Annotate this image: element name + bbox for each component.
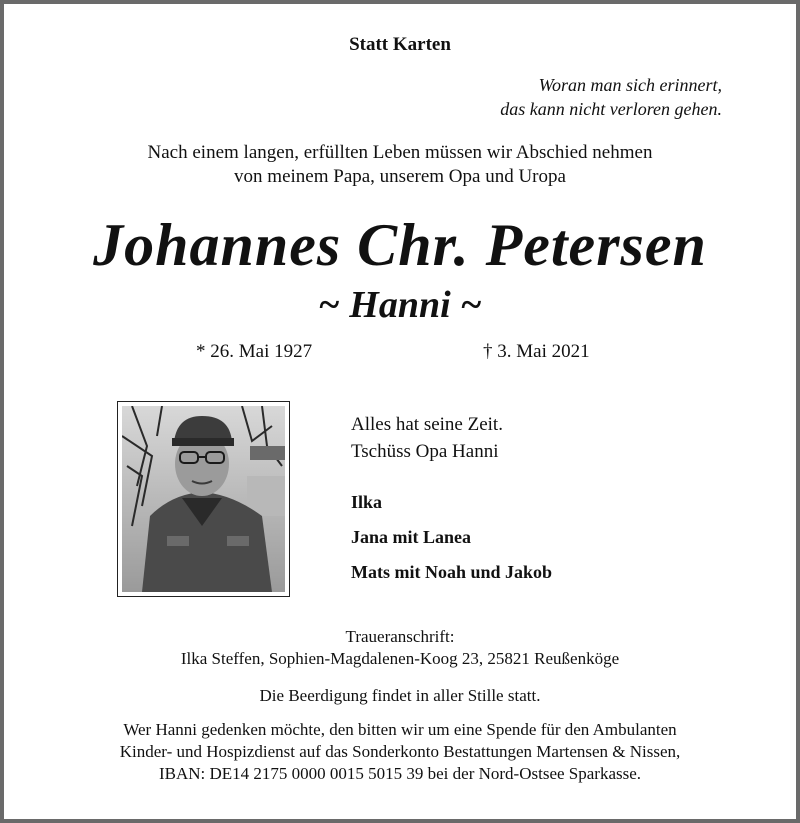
intro-text — [0, 141, 800, 189]
intro-line-1: Nach einem langen, erfüllten Leben müssen wir Abschied nehmen — [147, 142, 653, 163]
family-member: Mats mit Noah und Jakob — [351, 562, 553, 582]
farewell-verse — [351, 411, 503, 465]
header-statt-karten: Statt Karten — [349, 34, 451, 55]
quote-line-1: Woran man sich erinnert, — [538, 75, 722, 95]
family-member: Jana mit Lanea — [351, 527, 472, 547]
intro-line-2: von meinem Papa, unserem Opa und Uropa — [234, 166, 566, 187]
donation-line-3: IBAN: DE14 2175 0000 0015 5015 39 bei der Nord-Ostsee Sparkasse. — [158, 764, 642, 783]
quote-line-2: das kann nicht verloren gehen. — [500, 99, 722, 119]
funeral-note: Die Beerdigung findet in aller Stille statt. — [259, 686, 541, 705]
family-member: Ilka — [351, 492, 383, 512]
address-label: Traueranschrift: — [345, 627, 455, 646]
portrait-photo — [117, 401, 290, 597]
quote — [500, 73, 722, 121]
verse-line-2: Tschüss Opa Hanni — [351, 441, 499, 462]
deceased-nickname: ~ Hanni ~ — [318, 284, 482, 326]
portrait-image — [122, 406, 285, 592]
donation-line-1: Wer Hanni gedenken möchte, den bitten wir um eine Spende für den Ambulanten — [123, 720, 677, 739]
birth-date: * 26. Mai 1927 — [196, 341, 313, 362]
address-value: Ilka Steffen, Sophien-Magdalenen-Koog 23, 25821 Reußenköge — [180, 649, 620, 668]
donation-note — [0, 719, 800, 785]
donation-line-2: Kinder- und Hospizdienst auf das Sonderkonto Bestattungen Martensen & Nissen, — [119, 742, 681, 761]
mourning-address — [0, 626, 800, 670]
death-date: † 3. Mai 2021 — [483, 341, 590, 362]
deceased-name: Johannes Chr. Petersen — [93, 212, 707, 278]
verse-line-1: Alles hat seine Zeit. — [351, 414, 503, 435]
